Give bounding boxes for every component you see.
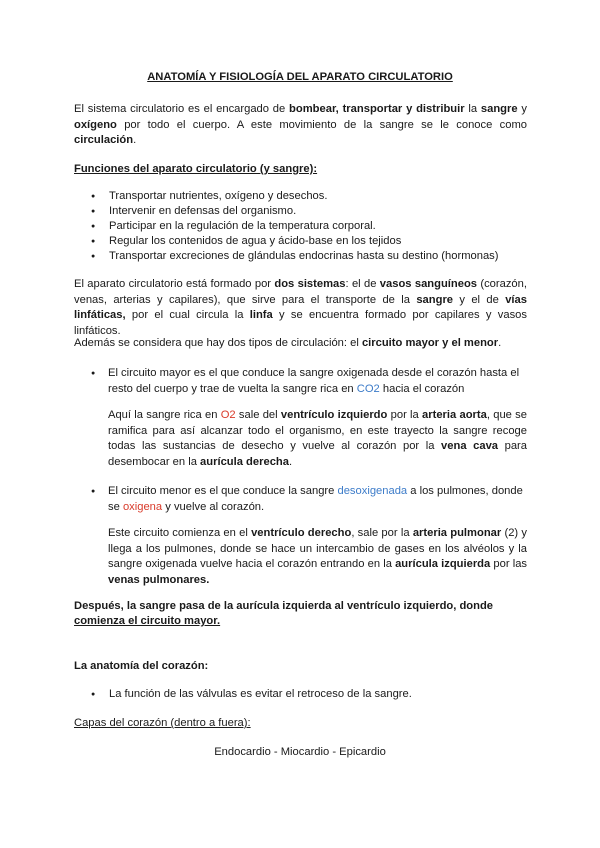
o2-label: O2 xyxy=(220,409,236,421)
layers-list: Endocardio - Miocardio - Epicardio xyxy=(214,746,386,758)
minor-detail-text-4: por las xyxy=(490,558,528,571)
intro-bold-4: circulación xyxy=(74,134,134,147)
types-text-2: . xyxy=(498,337,502,349)
anatomy-heading: La anatomía del corazón: xyxy=(74,660,209,672)
after-line-1: Después, la sangre pasa de la aurícula izquierda al ventrículo izquierdo, donde xyxy=(74,600,494,612)
anatomy-list xyxy=(91,687,531,702)
page-title: ANATOMÍA Y FISIOLOGÍA DEL APARATO CIRCULATORIO xyxy=(147,71,453,83)
minor-detail-text-3: (2) y llega a los pulmones, donde se hace un intercambio de gases en los alvéolos y la sangre oxigenada vuelve hacia el corazón entrando en la xyxy=(108,527,527,571)
minor-text-3: y vuelve al corazón. xyxy=(162,500,265,513)
major-detail-text-1: Aquí la sangre rica en xyxy=(108,409,221,421)
intro-bold-3: oxígeno xyxy=(74,118,117,131)
intro-text-5: . xyxy=(133,134,137,147)
intro-text-4: por todo el cuerpo. A este movimiento de la sangre se le conoce como xyxy=(116,118,527,131)
minor-text-1: El circuito menor es el que conduce la sangre xyxy=(108,485,338,497)
major-detail-text-6: . xyxy=(288,455,293,468)
list-item: ● La función de las válvulas es evitar el retroceso de la sangre. xyxy=(91,687,531,702)
list-item: ● Regular los contenidos de agua y ácido-base en los tejidos xyxy=(91,234,531,249)
intro-bold-2: sangre xyxy=(480,103,518,115)
list-item: ● Participar en la regulación de la temperatura corporal. xyxy=(91,219,531,234)
major-circuit-detail xyxy=(108,408,527,470)
minor-detail-bold-2: arteria pulmonar xyxy=(412,527,502,539)
bullet-icon: ● xyxy=(91,488,96,495)
major-detail-bold-4: aurícula derecha xyxy=(200,455,289,468)
major-detail-bold-2: arteria aorta xyxy=(422,409,487,421)
list-item: ● Intervenir en defensas del organismo. xyxy=(91,204,531,219)
systems-text-2: : el de xyxy=(345,278,380,290)
list-item: ● Transportar excreciones de glándulas endocrinas hasta su destino (hormonas) xyxy=(91,249,531,264)
minor-detail-text-1: Este circuito comienza en el xyxy=(108,527,252,539)
after-line-2: comienza el circuito mayor. xyxy=(74,615,221,627)
oxygenates-label: oxigena xyxy=(122,500,163,513)
deoxygenated-label: desoxigenada xyxy=(337,485,408,497)
types-text-1: Además se considera que hay dos tipos de circulación: el xyxy=(74,337,362,349)
types-bold-1: circuito mayor y el menor xyxy=(361,337,499,349)
major-detail-text-3: por la xyxy=(387,409,423,421)
major-text-2: hacia el corazón xyxy=(379,382,465,395)
major-detail-text-2: sale del xyxy=(235,409,281,421)
minor-circuit-paragraph xyxy=(108,484,528,515)
circulation-types-paragraph xyxy=(74,336,501,352)
functions-heading: Funciones del aparato circulatorio (y sangre): xyxy=(74,163,318,175)
systems-bold-1: dos sistemas xyxy=(274,278,346,290)
systems-text-6: y se encuentra formado por capilares y vasos linfáticos. xyxy=(74,309,527,337)
layers-heading: Capas del corazón (dentro a fuera): xyxy=(74,717,251,729)
systems-text-5: por el cual circula la xyxy=(125,309,250,322)
minor-detail-bold-3: aurícula izquierda xyxy=(395,558,491,571)
systems-bold-2: vasos sanguíneos xyxy=(379,278,478,290)
major-text-1: El circuito mayor es el que conduce la sangre oxigenada desde el corazón hasta el resto del cuerpo y trae de vuelta la sangre rica en xyxy=(108,367,520,395)
intro-text-2: la xyxy=(464,103,481,115)
systems-paragraph xyxy=(74,277,527,339)
major-detail-text-4: , que se ramifica para así alcanzar todo el organismo, en este trayecto la sangre recoge todas las sustancias de desecho y vuelve al corazón por la xyxy=(108,409,527,453)
systems-text-1: El aparato circulatorio está formado por xyxy=(74,278,275,290)
functions-list xyxy=(91,189,531,264)
major-detail-bold-3: vena cava xyxy=(441,440,499,453)
systems-bold-4: vías linfáticas, xyxy=(74,293,527,322)
intro-text-3: y xyxy=(517,103,527,115)
minor-detail-bold-4: venas pulmonares. xyxy=(108,573,210,586)
minor-text-2: a los pulmones, donde se xyxy=(108,485,523,513)
systems-bold-3: sangre xyxy=(416,293,454,306)
minor-circuit-detail xyxy=(108,526,527,588)
major-detail-bold-1: ventrículo izquierdo xyxy=(280,409,388,421)
major-detail-text-5: para desembocar en la xyxy=(108,440,528,468)
systems-text-3: (corazón, venas, arterias y capilares), que sirve para el transporte de la xyxy=(74,278,527,306)
systems-bold-5: linfa xyxy=(249,309,273,322)
minor-detail-bold-1: ventrículo derecho xyxy=(251,527,352,539)
bullet-icon: ● xyxy=(91,370,96,377)
co2-label: CO2 xyxy=(356,382,380,395)
list-item: ● Transportar nutrientes, oxígeno y desechos. xyxy=(91,189,531,204)
intro-paragraph xyxy=(74,102,527,149)
intro-bold-1: bombear, transportar y distribuir xyxy=(289,103,465,115)
major-circuit-paragraph xyxy=(108,366,528,397)
minor-detail-text-2: , sale por la xyxy=(351,527,413,539)
systems-text-4: y el de xyxy=(453,293,506,306)
intro-text-1: El sistema circulatorio es el encargado de xyxy=(74,103,290,115)
